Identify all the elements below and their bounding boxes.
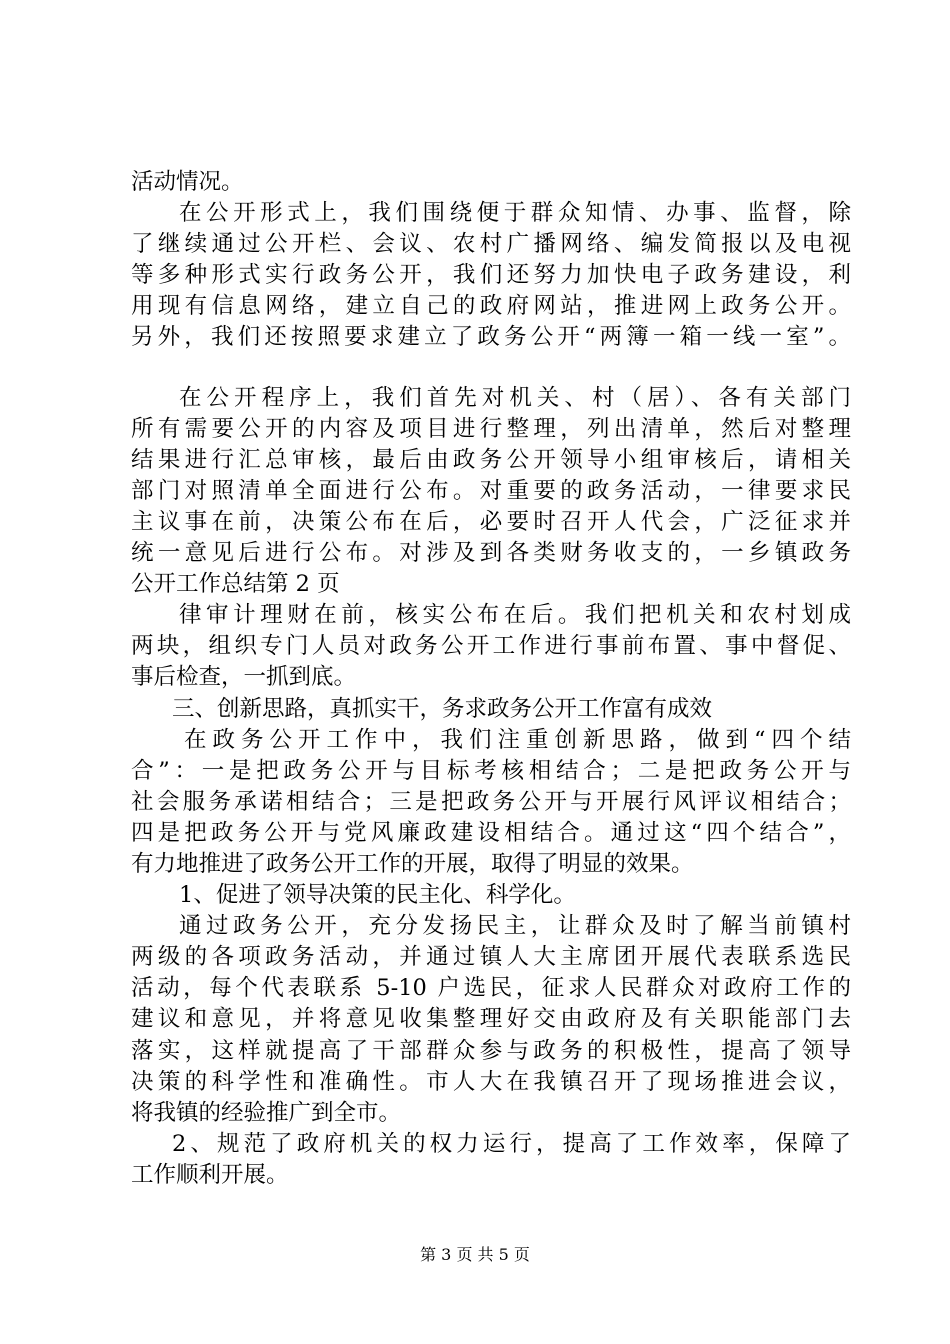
document-body — [131, 167, 851, 1191]
text-line: 两块，组织专门人员对政务公开工作进行事前布置、事中督促、 — [131, 633, 851, 660]
text-line: 通过政务公开，充分发扬民主，让群众及时了解当前镇村 — [179, 913, 851, 940]
text-line: 三、创新思路，真抓实干，务求政务公开工作富有成效 — [172, 695, 713, 722]
text-line: 两级的各项政务活动，并通过镇人大主席团开展代表联系选民 — [131, 944, 851, 971]
text-line: 所有需要公开的内容及项目进行整理，列出清单，然后对整理 — [131, 415, 851, 442]
text-line: 活动情况。 — [131, 169, 244, 195]
text-line: 决策的科学性和准确性。市人大在我镇召开了现场推进会议， — [131, 1068, 851, 1095]
text-line: 用现有信息网络，建立自己的政府网站，推进网上政务公开。 — [131, 293, 851, 320]
text-line: 建议和意见，并将意见收集整理好交由政府及有关职能部门去 — [131, 1006, 851, 1033]
text-line: 事后检查，一抓到底。 — [131, 664, 357, 691]
text-line: 部门对照清单全面进行公布。对重要的政务活动，一律要求民 — [131, 477, 851, 504]
text-line: 律审计理财在前，核实公布在后。我们把机关和农村划成 — [179, 602, 851, 629]
page-footer — [0, 1242, 950, 1265]
text-line: 了继续通过公开栏、会议、农村广播网络、编发简报以及电视 — [131, 231, 851, 258]
text-line: 等多种形式实行政务公开，我们还努力加快电子政务建设，利 — [131, 262, 851, 289]
text-line: 2、规范了政府机关的权力运行，提高了工作效率，保障了 — [172, 1130, 851, 1157]
text-line: 四是把政务公开与党风廉政建设相结合。通过这“四个结合”， — [131, 819, 851, 846]
text-line: 结果进行汇总审核，最后由政务公开领导小组审核后，请相关 — [131, 446, 851, 473]
text-line: 社会服务承诺相结合；三是把政务公开与开展行风评议相结合； — [131, 788, 851, 815]
text-line: 在公开形式上，我们围绕便于群众知情、办事、监督，除 — [179, 200, 851, 227]
page-number-label: 第 3 页 共 5 页 — [420, 1245, 530, 1264]
text-line: 主议事在前，决策公布在后，必要时召开人代会，广泛征求并 — [131, 508, 851, 535]
text-line: 公开工作总结第 2 页 — [131, 571, 340, 598]
text-line: 工作顺利开展。 — [131, 1161, 289, 1188]
text-line: 落实，这样就提高了干部群众参与政务的积极性，提高了领导 — [131, 1037, 851, 1064]
text-line: 在政务公开工作中，我们注重创新思路，做到“四个结 — [184, 726, 851, 753]
blank-line — [131, 354, 851, 383]
text-line: 有力地推进了政务公开工作的开展，取得了明显的效果。 — [131, 850, 694, 877]
text-line: 合”：一是把政务公开与目标考核相结合；二是把政务公开与 — [131, 757, 851, 784]
text-line: 在公开程序上，我们首先对机关、村（居）、各有关部门 — [179, 384, 851, 411]
text-line: 1、促进了领导决策的民主化、科学化。 — [179, 882, 576, 909]
text-line: 另外，我们还按照要求建立了政务公开“两簿一箱一线一室”。 — [131, 324, 851, 351]
text-line: 将我镇的经验推广到全市。 — [131, 1099, 402, 1126]
text-line: 统一意见后进行公布。对涉及到各类财务收支的，一乡镇政务 — [131, 540, 851, 567]
text-line: 活动，每个代表联系 5-10 户选民，征求人民群众对政府工作的 — [131, 975, 851, 1002]
